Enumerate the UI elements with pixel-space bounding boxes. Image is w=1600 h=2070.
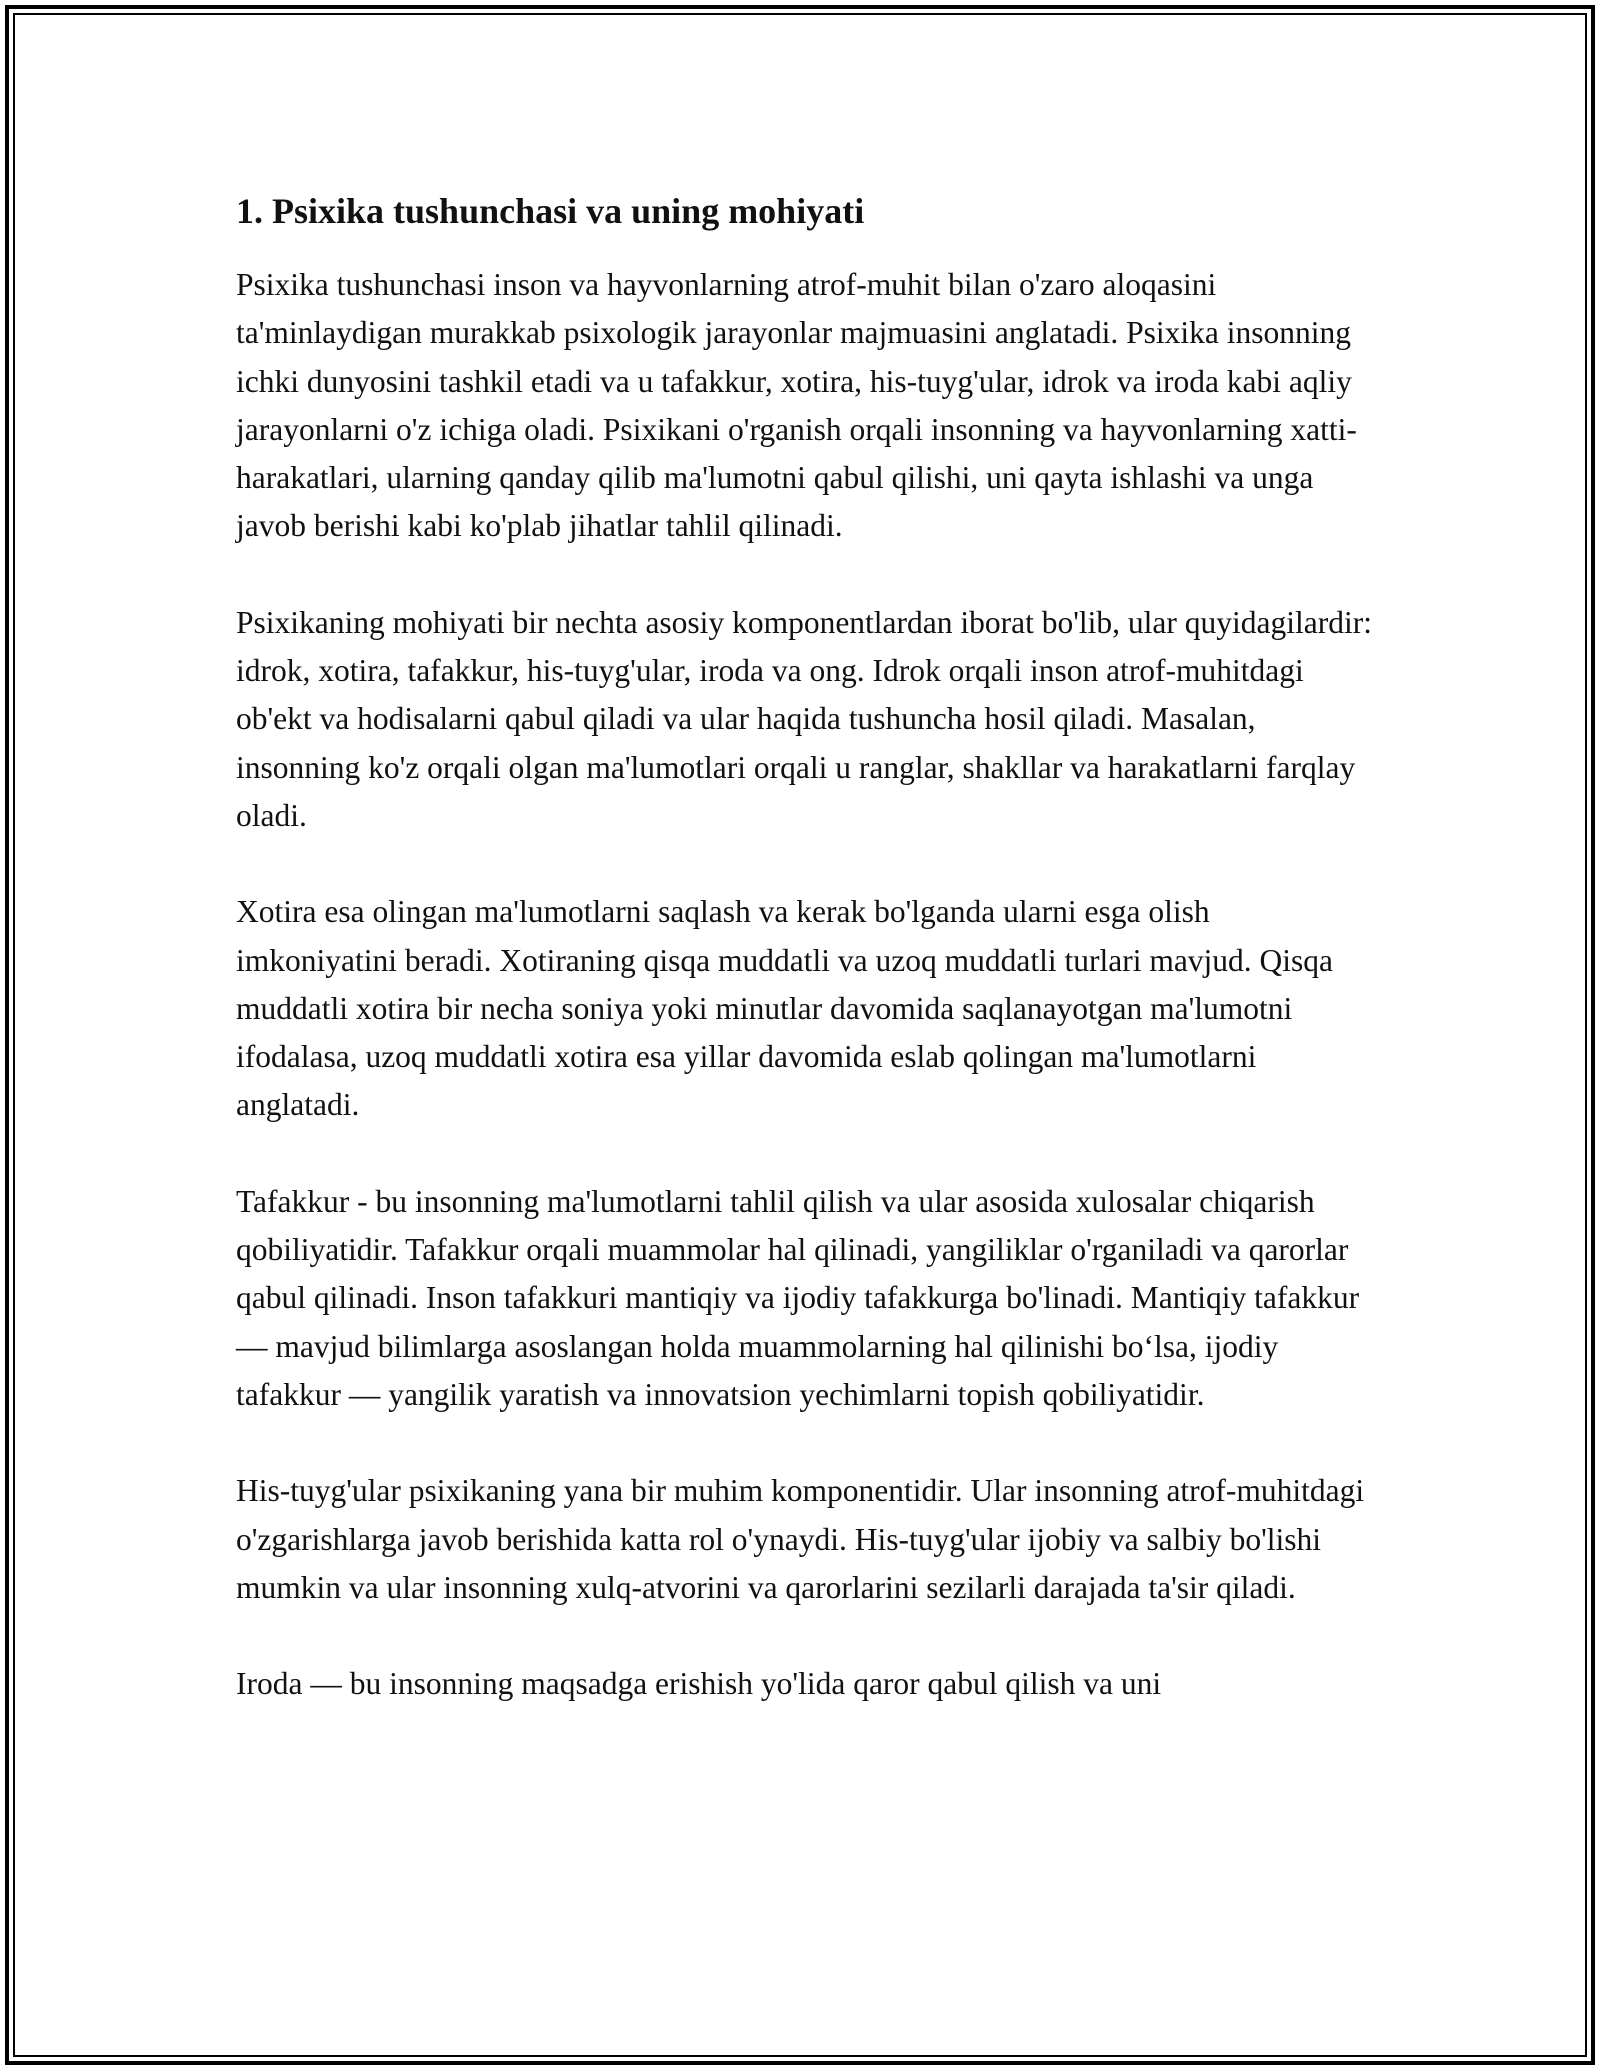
paragraph-tafakkur: Tafakkur - bu insonning ma'lumotlarni tahlil qilish va ular asosida xulosalar chiqarish qobiliyatidir. Tafakkur orqali muammolar hal qilinadi, yangiliklar o'rganiladi va qarorlar qabul qilinadi. Inson tafakkuri mantiqiy va ijodiy tafakkurga bo'linadi. Mantiqiy tafakkur — mavjud bilimlarga asoslangan holda muammolarning hal qilinishi bo‘lsa, ijodiy tafakkur — yangilik yaratish va innovatsion yechimlarni topish qobiliyatidir.	[236, 1183, 1360, 1412]
paragraph-psixika-mohiyati: Psixikaning mohiyati bir nechta asosiy komponentlardan iborat bo'lib, ular quyidagilardir: idrok, xotira, tafakkur, his-tuyg'ular, iroda va ong. Idrok orqali inson atrof-muhitdagi ob'ekt va hodisalarni qabul qiladi va ular haqida tushuncha hosil qiladi. Masalan, insonning ko'z orqali olgan ma'lumotlari orqali u ranglar, shakllar va harakatlarni farqlay oladi.	[236, 604, 1372, 833]
paragraph-psixika-tushunchasi: Psixika tushunchasi inson va hayvonlarning atrof-muhit bilan o'zaro aloqasini ta'minlaydigan murakkab psixologik jarayonlar majmuasini anglatadi. Psixika insonning ichki dunyosini tashkil etadi va u tafakkur, xotira, his-tuyg'ular, idrok va iroda kabi aqliy jarayonlarni o'z ichiga oladi. Psixikani o'rganish orqali insonning va hayvonlarning xatti-harakatlari, ularning qanday qilib ma'lumotni qabul qilishi, uni qayta ishlashi va unga javob berishi kabi ko'plab jihatlar tahlil qilinadi.	[236, 267, 1357, 544]
paragraph-iroda: Iroda — bu insonning maqsadga erishish yo'lida qaror qabul qilish va uni	[236, 1666, 1162, 1702]
document-body	[236, 187, 1376, 1756]
paragraph-his-tuygular: His-tuyg'ular psixikaning yana bir muhim komponentidir. Ular insonning atrof-muhitdagi o'zgarishlarga javob berishida katta rol o'ynaydi. His-tuyg'ular ijobiy va salbiy bo'lishi mumkin va ular insonning xulq-atvorini va qarorlarini sezilarli darajada ta'sir qiladi.	[236, 1473, 1365, 1605]
section-heading: 1. Psixika tushunchasi va uning mohiyati	[236, 191, 865, 231]
paragraph-xotira: Xotira esa olingan ma'lumotlarni saqlash va kerak bo'lganda ularni esga olish imkoniyatini beradi. Xotiraning qisqa muddatli va uzoq muddatli turlari mavjud. Qisqa muddatli xotira bir necha soniya yoki minutlar davomida saqlanayotgan ma'lumotni ifodalasa, uzoq muddatli xotira esa yillar davomida eslab qolingan ma'lumotlarni anglatadi.	[236, 894, 1334, 1123]
